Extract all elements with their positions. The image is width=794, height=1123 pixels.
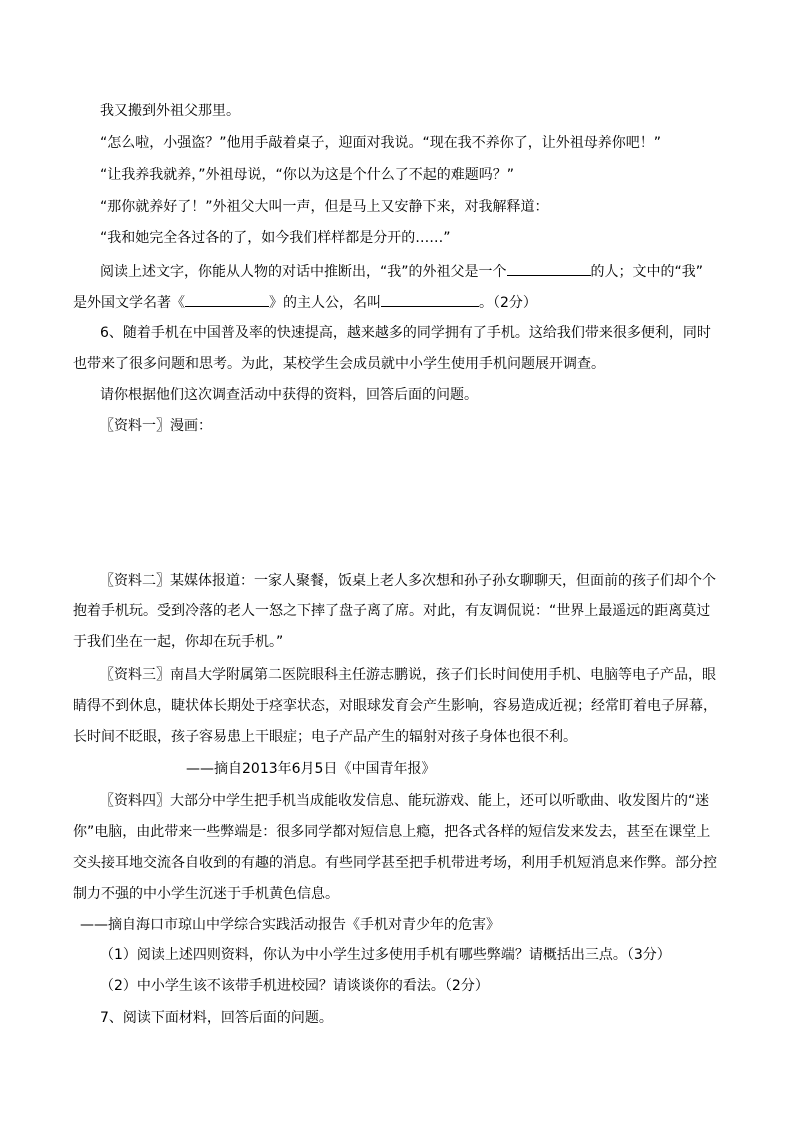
source-citation: ——摘自2013年6月5日《中国青年报》: [186, 761, 436, 777]
q5-text: 。（2分）: [479, 295, 537, 311]
material-four: 〖资料四〗大部分中学生把手机当成能收发信息、能玩游戏、能上，还可以听歌曲、收发图片的“迷: [100, 793, 710, 809]
sub-question: （1）阅读上述四则资料，你认为中小学生过多使用手机有哪些弊端？请概括出三点。（3分）: [100, 947, 671, 963]
q6-intro: 也带来了很多问题和思考。为此，某校学生会成员就中小学生使用手机问题展开调查。: [73, 356, 605, 372]
material-four: 交头接耳地交流各自收到的有趣的消息。有些同学甚至把手机带进考场，利用手机短消息来作弊。部分控: [73, 855, 717, 871]
passage-line: “让我养我就养，”外祖母说，“你以为这是个什么了不起的难题吗？”: [100, 167, 515, 183]
passage-line: 我又搬到外祖父那里。: [100, 103, 240, 119]
material-three: 〖资料三〗南昌大学附属第二医院眼科主任游志鹏说，孩子们长时间使用手机、电脑等电子产品，眼: [100, 667, 716, 683]
q6-intro: 请你根据他们这次调查活动中获得的资料，回答后面的问题。: [100, 387, 478, 403]
answer-blank[interactable]: [185, 292, 269, 307]
answer-blank[interactable]: [507, 261, 591, 276]
answer-blank[interactable]: [381, 292, 479, 307]
q5-text: 的人；文中的“我”: [590, 264, 704, 280]
material-two: 于我们坐在一起，你却在玩手机。”: [73, 634, 284, 650]
q6-intro: 6、随着手机在中国普及率的快速提高，越来越多的同学拥有了手机。这给我们带来很多便利，同时: [100, 325, 711, 341]
sub-question: （2）中小学生该不该带手机进校园？请谈谈你的看法。（2分）: [100, 978, 489, 994]
passage-line: “怎么啦，小强盗？”他用手敲着桌子，迎面对我说。“现在我不养你了，让外祖母养你吧！”: [100, 135, 662, 151]
material-one-heading: 〖资料一〗漫画：: [100, 418, 212, 434]
material-three: 睛得不到休息，睫状体长期处于痉挛状态，对眼球发育会产生影响，容易造成近视；经常盯着电子屏幕，: [73, 698, 717, 714]
source-citation: ——摘自海口市琼山中学综合实践活动报告《手机对青少年的危害》: [80, 917, 500, 933]
q7-intro: 7、阅读下面材料，回答后面的问题。: [100, 1010, 333, 1026]
material-four: 制力不强的中小学生沉迷于手机黄色信息。: [73, 886, 339, 902]
passage-line: “我和她完全各过各的了，如今我们样样都是分开的……”: [100, 230, 451, 246]
q5-text: 是外国文学名著《: [73, 295, 185, 311]
material-two: 抱着手机玩。受到冷落的老人一怒之下摔了盘子离了席。对此，有友调侃说：“世界上最遥远的距离莫过: [73, 603, 711, 619]
q5-line2: [73, 292, 537, 312]
q5-line1: [100, 261, 703, 281]
material-two: 〖资料二〗某媒体报道：一家人聚餐，饭桌上老人多次想和孙子孙女聊聊天，但面前的孩子们却个个: [100, 573, 716, 589]
q5-text: 阅读上述文字，你能从人物的对话中推断出，“我”的外祖父是一个: [100, 264, 507, 280]
passage-line: “那你就养好了！”外祖父大叫一声，但是马上又安静下来，对我解释道：: [100, 199, 549, 215]
material-four: 你”电脑，由此带来一些弊端是：很多同学都对短信息上瘾，把各式各样的短信发来发去，甚至在课堂上: [73, 824, 711, 840]
material-three: 长时间不眨眼，孩子容易患上干眼症；电子产品产生的辐射对孩子身体也很不利。: [73, 729, 577, 745]
q5-text: 》的主人公，名叫: [269, 295, 381, 311]
